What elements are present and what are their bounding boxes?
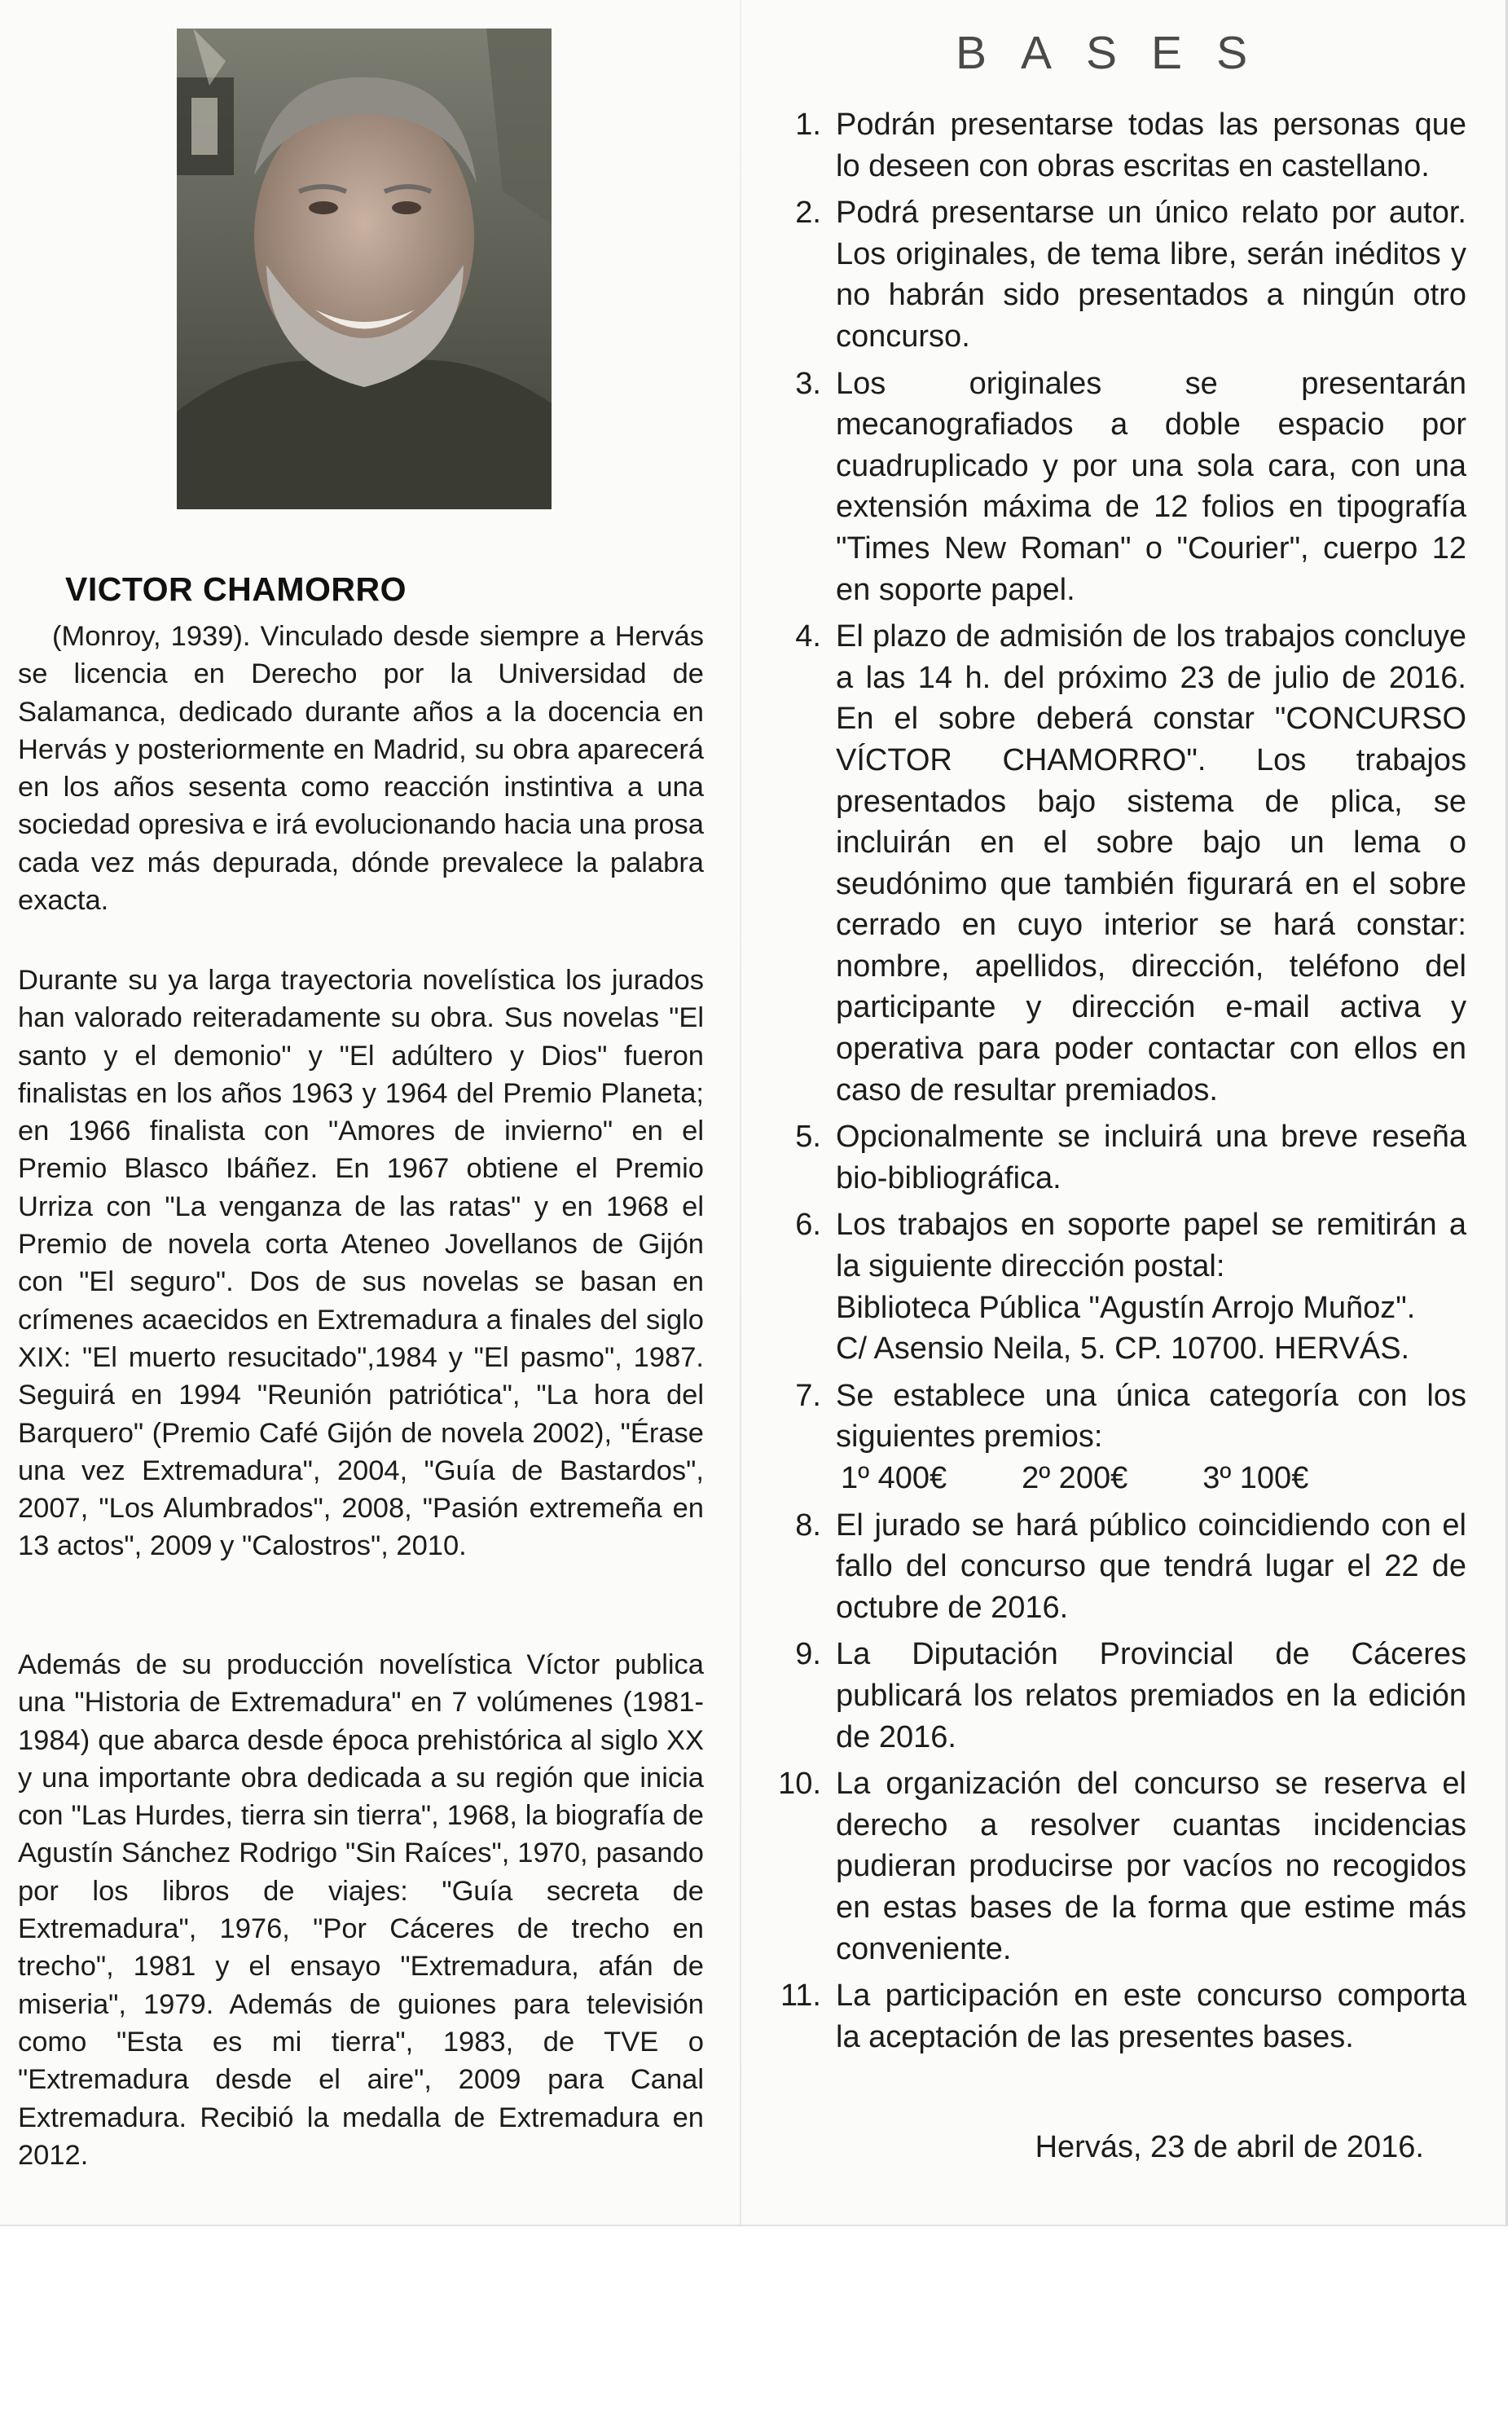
rule-item xyxy=(772,1116,1466,1199)
rule-item xyxy=(772,616,1466,1111)
rule-item xyxy=(772,1975,1466,2058)
rule-text: La organización del concurso se reserva el derecho a resolver cuantas incidencias pudieran producirse por vacíos no recogidos en estas bases de la forma que estime más conveniente. xyxy=(836,1767,1466,1966)
prize-list xyxy=(836,1458,1466,1499)
rule-item xyxy=(772,1763,1466,1970)
prize-first: 1º 400€ xyxy=(841,1461,947,1495)
rule-item xyxy=(772,1634,1466,1758)
rule-number: 5. xyxy=(795,1120,821,1155)
rule-text: Los trabajos en soporte papel se remitirán a la siguiente dirección postal: xyxy=(836,1208,1466,1284)
rule-number: 9. xyxy=(795,1637,821,1672)
rule-number: 3. xyxy=(795,366,821,401)
author-photo xyxy=(177,29,552,509)
rule-number: 6. xyxy=(795,1208,821,1243)
rule-text: La Diputación Provincial de Cáceres publicará los relatos premiados en la edición de 2016. xyxy=(836,1637,1466,1754)
fold-line xyxy=(740,0,741,2225)
rule-item xyxy=(772,363,1466,611)
rule-text: Se establece una única categoría con los siguientes premios: xyxy=(836,1378,1466,1455)
author-portrait-image xyxy=(177,29,552,509)
rule-number: 1. xyxy=(795,108,821,142)
rule-number: 10. xyxy=(778,1767,821,1802)
rule-item xyxy=(772,1204,1466,1369)
rule-text: La participación en este concurso comporta la aceptación de las presentes bases. xyxy=(836,1978,1466,2054)
author-name: VICTOR CHAMORRO xyxy=(65,570,407,608)
postal-address-line: C/ Asensio Neila, 5. CP. 10700. HERVÁS. xyxy=(836,1331,1410,1367)
rule-number: 8. xyxy=(795,1508,821,1543)
rules-list xyxy=(772,104,1466,2063)
postal-address-line: Biblioteca Pública "Agustín Arrojo Muñoz". xyxy=(836,1290,1416,1325)
bio-paragraph-3: Además de su producción novelística Víctor publica una "Historia de Extremadura" en 7 volúmenes (1981-1984) que abarca desde época prehistórica al siglo XX y una importante obra dedicada a su región que inicia con "Las Hurdes, tierra sin tierra", 1968, la biografía de Agustín Sánchez Rodrigo "Sin Raíces", 1970, pasando por los libros de viajes: "Guía secreta de Extremadura", 1976, "Por Cáceres de trecho en trecho", 1981 y el ensayo "Extremadura, afán de miseria", 1979. Además de guiones para televisión como "Esta es mi tierra", 1983, de TVE o "Extremadura desde el aire", 2009 para Canal Extremadura. Recibió la medalla de Extremadura en 2012. xyxy=(18,1649,704,2171)
rule-number: 4. xyxy=(795,619,821,654)
rule-text: El plazo de admisión de los trabajos concluye a las 14 h. del próximo 23 de julio de 2016. En el sobre deberá constar "CONCURSO VÍCTOR CHAMORRO". Los trabajos presentados bajo sistema de plica, se incluirán en el sobre bajo un lema o seudónimo que también figurará en el sobre cerrado en cuyo interior se hará constar: nombre, apellidos, dirección, teléfono del participante y dirección e-mail activa y operativa para poder contactar con ellos en caso de resultar premiados. xyxy=(836,619,1466,1107)
prize-third: 3º 100€ xyxy=(1202,1461,1309,1495)
prize-second: 2º 200€ xyxy=(1022,1461,1128,1495)
rule-number: 2. xyxy=(795,196,821,231)
rule-item xyxy=(772,104,1466,187)
rule-number: 11. xyxy=(780,1978,821,2014)
rule-item xyxy=(772,1505,1466,1629)
rule-text: Podrá presentarse un único relato por autor. Los originales, de tema libre, serán inéditos y no habrán sido presentados a ningún otro concurso. xyxy=(836,196,1466,354)
rule-text: Opcionalmente se incluirá una breve reseña bio-bibliográfica. xyxy=(836,1120,1466,1195)
closing-date-line: Hervás, 23 de abril de 2016. xyxy=(1035,2130,1424,2164)
bases-title: BASES xyxy=(956,27,1282,79)
rule-number: 7. xyxy=(795,1378,821,1413)
bio-paragraph-2: Durante su ya larga trayectoria novelística los jurados han valorado reiteradamente su obra. Sus novelas "El santo y el demonio" y "El adúltero y Dios" fueron finalistas en los años 1963 y 1964 del Premio Planeta; en 1966 finalista con "Amores de invierno" en el Premio Blasco Ibáñez. En 1967 obtiene el Premio Urriza con "La venganza de las ratas" y en 1968 el Premio de novela corta Ateneo Jovellanos de Gijón con "El seguro". Dos de sus novelas se basan en crímenes acaecidos en Extremadura a finales del siglo XIX: "El muerto resucitado",1984 y "El pasmo", 1987. Seguirá en 1994 "Reunión patriótica", "La hora del Barquero" (Premio Café Gijón de novela 2002), "Érase una vez Extremadura", 2004, "Guía de Bastardos", 2007, "Los Alumbrados", 2008, "Pasión extremeña en 13 actos", 2009 y "Calostros", 2010. xyxy=(18,965,704,1562)
rule-text: Los originales se presentarán mecanografiados a doble espacio por cuadruplicado y por una sola cara, con una extensión máxima de 12 folios en tipografía "Times New Roman" o "Courier", cuerpo 12 en soporte papel. xyxy=(836,366,1466,607)
rule-item xyxy=(772,1375,1466,1499)
rule-text: Podrán presentarse todas las personas que lo deseen con obras escritas en castellano. xyxy=(836,108,1466,183)
rule-text: El jurado se hará público coincidiendo con el fallo del concurso que tendrá lugar el 22 de octubre de 2016. xyxy=(836,1508,1466,1625)
bio-paragraph-1: (Monroy, 1939). Vinculado desde siempre a Hervás se licencia en Derecho por la Universidad de Salamanca, dedicado durante años a la docencia en Hervás y posteriormente en Madrid, su obra aparecerá en los años sesenta como reacción instintiva a una sociedad opresiva e irá evolucionando hacia una prosa cada vez más depurada, dónde prevalece la palabra exacta. xyxy=(18,621,704,917)
rule-item xyxy=(772,192,1466,357)
